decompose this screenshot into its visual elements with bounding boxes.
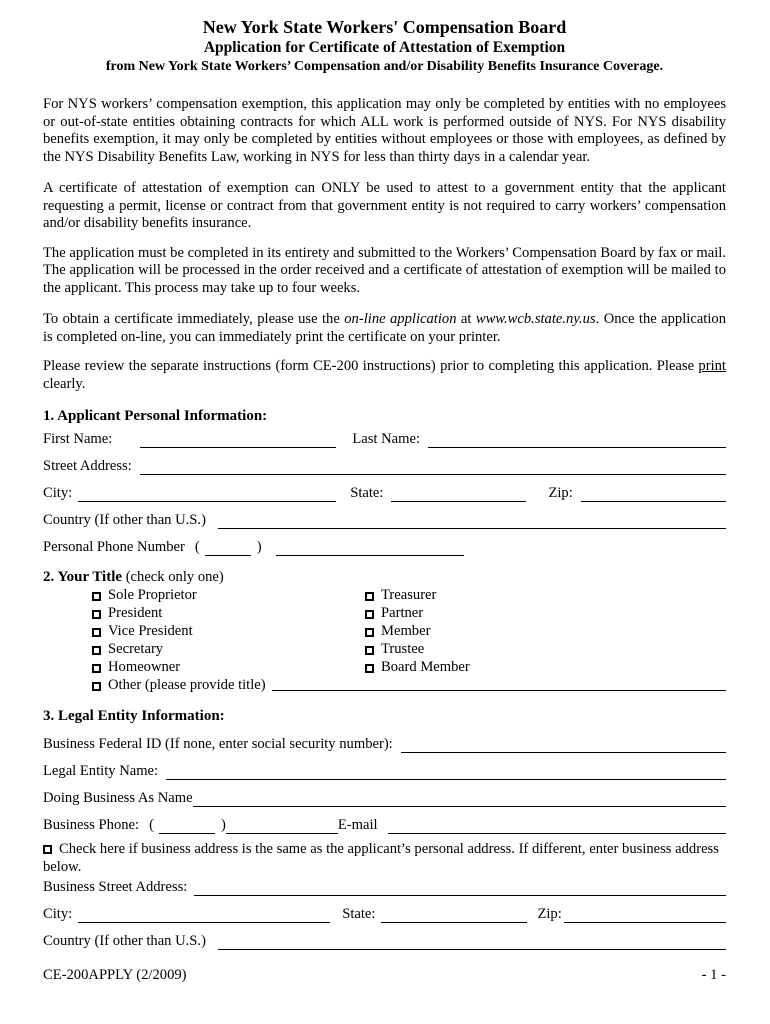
checkbox-sole-proprietor[interactable]	[92, 592, 101, 601]
option-label-trustee: Trustee	[381, 641, 425, 658]
legal-entity-label: Legal Entity Name:	[43, 762, 159, 779]
p5-text: clearly.	[43, 375, 86, 392]
paren-close: )	[256, 538, 262, 555]
federal-id-input[interactable]	[401, 740, 726, 753]
country-row	[43, 509, 726, 529]
business-area-code-input[interactable]	[159, 821, 215, 834]
option-label-partner: Partner	[381, 605, 424, 622]
dba-label: Doing Business As Name	[43, 789, 193, 806]
business-phone-label: Business Phone:	[43, 816, 140, 833]
intro-paragraph-3: The application must be completed in its entirety and submitted to the Workers’ Compensation Board by fax or mail. The application will be processed in the order received and a certificate of attestation of exemption will be mailed to the applicant. This process may take up to four weeks.	[43, 244, 726, 296]
intro-paragraph-1: For NYS workers’ compensation exemption, this application may only be completed by entities with no employees or out-of-state entities obtaining contracts for which ALL work is performed outside of NYS. For NYS disability benefits exemption, it may only be completed by entities without employees or those with employees, as defined by the NYS Disability Benefits Law, working in NYS for less than thirty days in a calendar year.	[43, 96, 726, 165]
checkbox-partner[interactable]	[365, 610, 374, 619]
country-input[interactable]	[218, 516, 726, 529]
business-city-label: City:	[43, 905, 73, 922]
personal-phone-row	[43, 536, 726, 556]
title-option-other-row	[43, 677, 726, 695]
section2-heading-bold: 2. Your Title	[43, 569, 123, 585]
checkbox-board-member[interactable]	[365, 664, 374, 673]
checkbox-homeowner[interactable]	[92, 664, 101, 673]
business-city-state-zip-row	[43, 903, 726, 923]
p4-text: To obtain a certificate immediately, please use the	[43, 311, 345, 327]
section2-heading-note: (check only one)	[122, 569, 224, 585]
business-country-input[interactable]	[218, 937, 726, 950]
option-label-treasurer: Treasurer	[381, 587, 437, 604]
federal-id-label: Business Federal ID (If none, enter social security number):	[43, 735, 393, 752]
option-label-president: President	[108, 605, 163, 622]
option-label-sole-proprietor: Sole Proprietor	[108, 587, 197, 604]
form-subtitle-2: from New York State Workers’ Compensation and/or Disability Benefits Insurance Coverage.	[105, 59, 664, 74]
paren-open: (	[194, 538, 200, 555]
same-address-text: Check here if business address is the same as the applicant’s personal address. If different, enter business address below.	[43, 841, 719, 875]
dba-row	[43, 787, 726, 807]
zip-label: Zip:	[548, 484, 573, 501]
form-number: CE-200APPLY (2/2009)	[43, 967, 187, 983]
section3-heading: 3. Legal Entity Information:	[43, 708, 225, 724]
title-options-row	[43, 641, 726, 659]
business-street-row	[43, 876, 726, 896]
name-row	[43, 428, 726, 448]
business-phone-row	[43, 814, 726, 834]
checkbox-trustee[interactable]	[365, 646, 374, 655]
area-code-input[interactable]	[205, 543, 251, 556]
title-options-row	[43, 659, 726, 677]
print-emphasis: print	[698, 358, 726, 374]
checkbox-president[interactable]	[92, 610, 101, 619]
state-input[interactable]	[391, 489, 526, 502]
option-label-board-member: Board Member	[381, 659, 470, 676]
city-state-zip-row	[43, 482, 726, 502]
section2-heading	[43, 568, 726, 587]
p4-text: . Once the application is completed on-line, you can immediately print the certificate on your printer.	[43, 311, 726, 345]
checkbox-treasurer[interactable]	[365, 592, 374, 601]
business-state-input[interactable]	[381, 910, 527, 923]
form-subtitle-1: Application for Certificate of Attestation of Exemption	[203, 39, 566, 56]
business-country-label: Country (If other than U.S.)	[43, 932, 206, 949]
same-address-paragraph	[43, 840, 726, 876]
option-label-homeowner: Homeowner	[108, 659, 181, 676]
state-label: State:	[350, 484, 384, 501]
street-address-input[interactable]	[140, 462, 726, 475]
street-address-row	[43, 455, 726, 475]
personal-phone-label: Personal Phone Number	[43, 538, 185, 555]
intro-paragraph-5	[43, 358, 726, 393]
city-label: City:	[43, 484, 73, 501]
business-street-input[interactable]	[194, 883, 726, 896]
paren-close: )	[220, 816, 226, 833]
checkbox-other[interactable]	[92, 682, 101, 691]
intro-paragraph-4	[43, 311, 726, 346]
business-phone-input[interactable]	[226, 821, 338, 834]
email-label: E-mail	[337, 816, 378, 833]
option-label-vice-president: Vice President	[108, 623, 193, 640]
last-name-input[interactable]	[428, 435, 726, 448]
business-zip-input[interactable]	[564, 910, 726, 923]
business-country-row	[43, 930, 726, 950]
legal-entity-input[interactable]	[166, 767, 726, 780]
other-title-input[interactable]	[272, 678, 726, 691]
checkbox-member[interactable]	[365, 628, 374, 637]
first-name-label: First Name:	[43, 430, 113, 447]
paren-open: (	[149, 816, 154, 833]
country-label: Country (If other than U.S.)	[43, 511, 206, 528]
legal-entity-row	[43, 760, 726, 780]
wcb-website-url: www.wcb.state.ny.us	[475, 311, 596, 327]
option-label-member: Member	[381, 623, 431, 640]
city-input[interactable]	[78, 489, 336, 502]
online-application-emphasis: on-line application	[344, 311, 457, 327]
last-name-label: Last Name:	[352, 430, 421, 447]
zip-input[interactable]	[581, 489, 726, 502]
form-title: New York State Workers' Compensation Board	[202, 17, 567, 37]
checkbox-vice-president[interactable]	[92, 628, 101, 637]
page-footer	[43, 966, 726, 985]
phone-number-input[interactable]	[276, 543, 464, 556]
p5-text: Please review the separate instructions (form CE-200 instructions) prior to completing this application. Please	[43, 358, 699, 374]
street-address-label: Street Address:	[43, 457, 132, 474]
business-street-label: Business Street Address:	[43, 878, 188, 895]
option-label-secretary: Secretary	[108, 641, 164, 658]
option-label-other: Other (please provide title)	[108, 677, 266, 694]
title-options-row	[43, 587, 726, 605]
checkbox-same-address[interactable]	[43, 845, 52, 854]
p4-text: at	[456, 311, 476, 327]
federal-id-row	[43, 733, 726, 753]
email-input[interactable]	[388, 821, 726, 834]
page-number: - 1 -	[701, 967, 726, 983]
title-options-row	[43, 623, 726, 641]
title-options-row	[43, 605, 726, 623]
dba-input[interactable]	[193, 794, 726, 807]
section1-heading: 1. Applicant Personal Information:	[43, 408, 268, 424]
business-state-label: State:	[342, 905, 376, 922]
first-name-input[interactable]	[140, 435, 336, 448]
business-city-input[interactable]	[78, 910, 330, 923]
checkbox-secretary[interactable]	[92, 646, 101, 655]
intro-paragraph-2: A certificate of attestation of exemption can ONLY be used to attest to a government entity that the applicant requesting a permit, license or contract from that government entity is not required to carry workers’ compensation and/or disability benefits insurance.	[43, 180, 726, 231]
business-zip-label: Zip:	[537, 905, 562, 922]
